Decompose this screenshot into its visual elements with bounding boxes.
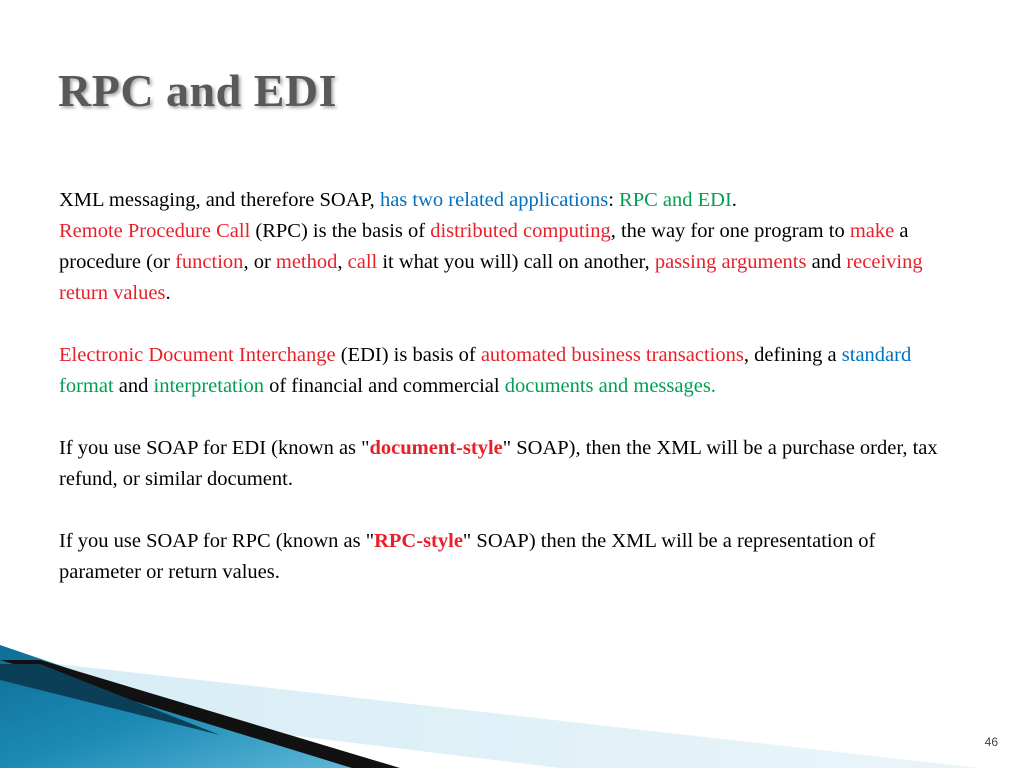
- text-run: (RPC) is the basis of: [250, 220, 431, 242]
- highlight-red: Remote Procedure Call: [59, 220, 251, 242]
- paragraph-document-style: [59, 433, 959, 495]
- text-run: , or: [243, 251, 276, 273]
- text-run: , defining a: [743, 344, 842, 366]
- text-run: and: [113, 375, 154, 397]
- slide-body: [59, 185, 959, 619]
- text-run: ,: [337, 251, 348, 273]
- highlight-green: interpretation: [153, 375, 264, 397]
- highlight-red: Electronic Document Interchange: [59, 344, 336, 366]
- highlight-red: function: [175, 251, 244, 273]
- text-run: a procedure (or: [59, 220, 909, 273]
- highlight-red: call: [347, 251, 378, 273]
- text-run: .: [165, 282, 171, 304]
- highlight-red: method: [275, 251, 338, 273]
- decorative-swoosh: [0, 640, 1024, 768]
- text-run: XML messaging, and therefore SOAP,: [59, 189, 380, 211]
- highlight-red: receiving return values: [59, 251, 923, 304]
- slide-title: RPC and EDI: [58, 65, 338, 116]
- highlight-green: RPC and EDI: [619, 189, 732, 211]
- highlight-red: make: [849, 220, 895, 242]
- text-run: it what you will) call on another,: [377, 251, 655, 273]
- paragraph-edi: [59, 340, 959, 402]
- paragraph-soap-applications: [59, 185, 959, 309]
- text-run: .: [731, 189, 737, 211]
- paragraph-rpc-style: [59, 526, 959, 588]
- text-run: " SOAP) then the XML will be a representation of parameter or return values.: [59, 530, 876, 583]
- text-run: If you use SOAP for RPC (known as ": [59, 530, 375, 552]
- highlight-red-bold: RPC-style: [374, 530, 463, 552]
- text-run: and: [806, 251, 847, 273]
- highlight-red: passing arguments: [654, 251, 807, 273]
- highlight-red-bold: document-style: [369, 437, 503, 459]
- text-run: :: [608, 189, 620, 211]
- text-run: of financial and commercial: [263, 375, 505, 397]
- text-run: " SOAP), then the XML will be a purchase order, tax refund, or similar document.: [59, 437, 938, 490]
- highlight-blue: standard: [841, 344, 912, 366]
- highlight-green: format: [59, 375, 114, 397]
- text-run: , the way for one program to: [610, 220, 850, 242]
- text-run: (EDI) is basis of: [335, 344, 481, 366]
- highlight-red: distributed computing: [430, 220, 611, 242]
- highlight-blue: has two related applications: [379, 189, 609, 211]
- text-run: If you use SOAP for EDI (known as ": [59, 437, 370, 459]
- highlight-green: documents and messages.: [504, 375, 716, 397]
- highlight-red: automated business transactions: [480, 344, 744, 366]
- page-number: 46: [984, 735, 998, 749]
